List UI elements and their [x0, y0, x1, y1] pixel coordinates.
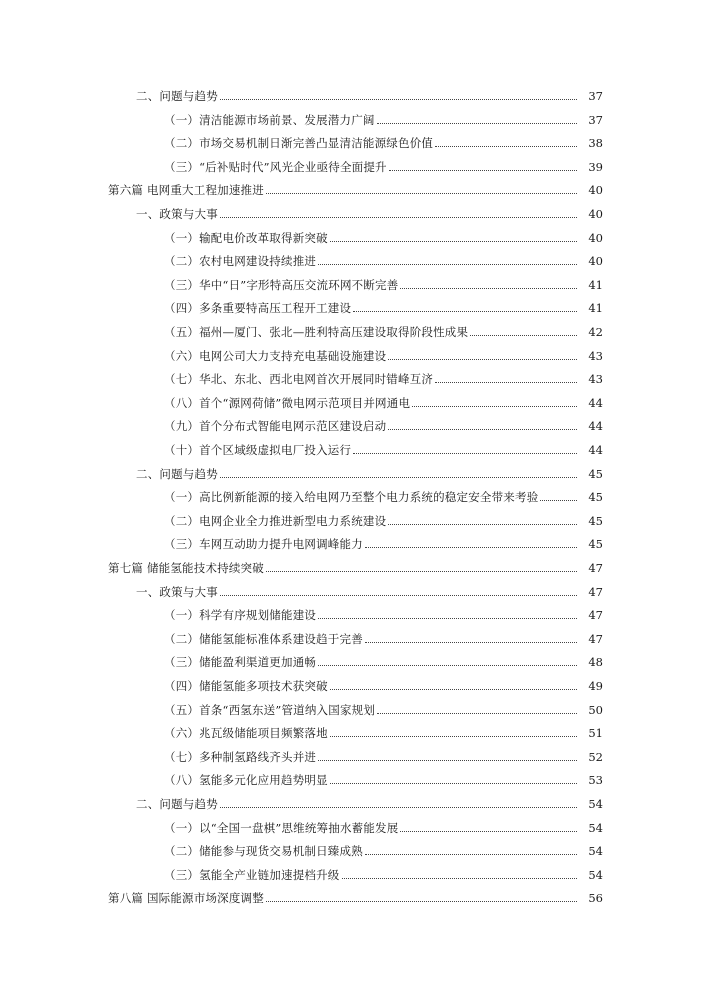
toc-entry-title: （五）首条“西氢东送”管道纳入国家规划: [164, 702, 376, 717]
dot-leader: [412, 406, 577, 407]
dot-leader: [389, 170, 577, 171]
toc-entry-item[interactable]: [0, 439, 710, 457]
toc-entry-item[interactable]: [0, 510, 710, 528]
toc-entry-title: （二）储能氢能标准体系建设趋于完善: [164, 631, 363, 646]
toc-entry-title: （七）多种制氢路线齐头并进: [164, 749, 317, 764]
toc-entry-sec[interactable]: [0, 793, 710, 811]
toc-entry-page-number: 39: [588, 159, 603, 174]
toc-entry-item[interactable]: [0, 486, 710, 504]
dot-leader: [388, 429, 577, 430]
toc-entry-page-number: 52: [588, 749, 603, 764]
toc-entry-page-number: 40: [588, 230, 603, 245]
dot-leader: [318, 618, 577, 619]
toc-entry-page-number: 47: [588, 608, 603, 623]
dot-leader: [220, 807, 577, 808]
dot-leader: [540, 500, 577, 501]
toc-entry-page-number: 53: [588, 773, 603, 788]
dot-leader: [220, 99, 577, 100]
dot-leader: [377, 123, 577, 124]
toc-entry-item[interactable]: [0, 132, 710, 150]
toc-entry-title: （七）华北、东北、西北电网首次开展同时错峰互济: [164, 372, 434, 387]
dot-leader: [318, 264, 577, 265]
toc-entry-item[interactable]: [0, 368, 710, 386]
dot-leader: [377, 713, 577, 714]
dot-leader: [318, 760, 577, 761]
toc-entry-item[interactable]: [0, 156, 710, 174]
dot-leader: [330, 736, 577, 737]
toc-entry-title: （三）车网互动助力提升电网调峰能力: [164, 537, 363, 552]
toc-entry-item[interactable]: [0, 699, 710, 717]
toc-entry-item[interactable]: [0, 227, 710, 245]
toc-entry-page-number: 44: [588, 419, 603, 434]
toc-entry-title: 一、政策与大事: [136, 207, 218, 221]
toc-entry-item[interactable]: [0, 817, 710, 835]
toc-entry-page-number: 49: [588, 679, 603, 693]
dot-leader: [400, 831, 577, 832]
toc-entry-item[interactable]: [0, 297, 710, 315]
toc-entry-page-number: 41: [588, 301, 603, 316]
toc-entry-item[interactable]: [0, 722, 710, 740]
dot-leader: [266, 901, 577, 902]
toc-entry-title: （三）氢能全产业链加速提档升级: [164, 867, 340, 882]
toc-entry-part[interactable]: [0, 887, 710, 905]
toc-entry-page-number: 54: [588, 844, 603, 859]
toc-entry-item[interactable]: [0, 746, 710, 764]
toc-entry-page-number: 47: [588, 584, 603, 599]
toc-entry-page-number: 54: [588, 820, 603, 835]
toc-entry-title: （三）华中“日”字形特高压交流环网不断完善: [164, 277, 399, 292]
dot-leader: [435, 146, 577, 147]
toc-entry-page-number: 42: [588, 325, 603, 339]
toc-entry-page-number: 47: [588, 561, 603, 575]
toc-entry-sec[interactable]: [0, 581, 710, 599]
toc-entry-title: （五）福州—厦门、张北—胜利特高压建设取得阶段性成果: [164, 325, 469, 339]
toc-entry-title: （一）高比例新能源的接入给电网乃至整个电力系统的稳定安全带来考验: [164, 490, 539, 505]
toc-entry-item[interactable]: [0, 628, 710, 646]
toc-entry-page-number: 44: [588, 443, 603, 457]
toc-entry-title: （六）兆瓦级储能项目频繁落地: [164, 726, 328, 741]
toc-entry-page-number: 40: [588, 207, 603, 221]
dot-leader: [220, 595, 577, 596]
toc-entry-page-number: 45: [588, 513, 603, 528]
toc-entry-page-number: 54: [588, 867, 603, 882]
toc-entry-item[interactable]: [0, 274, 710, 292]
toc-entry-title: （一）输配电价改革取得新突破: [164, 230, 328, 245]
toc-entry-title: （一）以“全国一盘棋”思维统筹抽水蓄能发展: [164, 820, 399, 835]
toc-entry-title: （九）首个分布式智能电网示范区建设启动: [164, 419, 387, 434]
toc-entry-item[interactable]: [0, 392, 710, 410]
toc-entry-item[interactable]: [0, 769, 710, 787]
toc-entry-page-number: 51: [588, 726, 603, 741]
toc-entry-title: （六）电网公司大力支持充电基础设施建设: [164, 348, 387, 363]
toc-entry-page-number: 40: [588, 254, 603, 269]
toc-entry-title: （十）首个区域级虚拟电厂投入运行: [164, 443, 352, 457]
dot-leader: [400, 288, 577, 289]
dot-leader: [266, 193, 577, 194]
toc-entry-item[interactable]: [0, 321, 710, 339]
toc-entry-title: 一、政策与大事: [136, 584, 218, 599]
toc-entry-page-number: 40: [588, 183, 603, 198]
toc-entry-item[interactable]: [0, 250, 710, 268]
toc-entry-title: （四）多条重要特高压工程开工建设: [164, 301, 352, 316]
toc-entry-title: （二）农村电网建设持续推进: [164, 254, 317, 269]
dot-leader: [330, 783, 577, 784]
toc-entry-title: （八）氢能多元化应用趋势明显: [164, 773, 328, 788]
toc-entry-title: （三）储能盈利渠道更加通畅: [164, 655, 317, 670]
dot-leader: [342, 878, 578, 879]
dot-leader: [388, 359, 577, 360]
toc-entry-page-number: 43: [588, 372, 603, 387]
dot-leader: [470, 335, 577, 336]
toc-entry-item[interactable]: [0, 840, 710, 858]
toc-entry-title: （一）清洁能源市场前景、发展潜力广阔: [164, 112, 375, 127]
toc-entry-page-number: 37: [588, 112, 603, 127]
toc-entry-page-number: 41: [588, 277, 603, 292]
toc-entry-sec[interactable]: [0, 85, 710, 103]
toc-entry-title: （四）储能氢能多项技术获突破: [164, 679, 328, 693]
toc-entry-page-number: 45: [588, 490, 603, 505]
toc-entry-title: 二、问题与趋势: [136, 466, 218, 481]
toc-entry-item[interactable]: [0, 864, 710, 882]
toc-entry-page-number: 45: [588, 466, 603, 481]
toc-entry-title: 第八篇 国际能源市场深度调整: [108, 891, 264, 906]
toc-entry-title: （八）首个“源网荷储”微电网示范项目并网通电: [164, 395, 411, 410]
toc-entry-page-number: 56: [588, 891, 603, 906]
toc-entry-title: （一）科学有序规划储能建设: [164, 608, 317, 623]
toc-entry-title: 第六篇 电网重大工程加速推进: [108, 183, 264, 198]
toc-entry-page-number: 45: [588, 537, 603, 552]
toc-entry-title: 二、问题与趋势: [136, 797, 218, 811]
toc-entry-item[interactable]: [0, 345, 710, 363]
toc-entry-page-number: 54: [588, 797, 603, 811]
toc-entry-item[interactable]: [0, 415, 710, 433]
dot-leader: [365, 642, 577, 643]
toc-entry-item[interactable]: [0, 109, 710, 127]
toc-entry-title: 二、问题与趋势: [136, 89, 218, 103]
toc-entry-page-number: 48: [588, 655, 603, 670]
dot-leader: [353, 311, 577, 312]
toc-entry-title: （二）市场交易机制日渐完善凸显清洁能源绿色价值: [164, 136, 434, 151]
dot-leader: [388, 524, 577, 525]
toc-entry-sec[interactable]: [0, 463, 710, 481]
toc-entry-page-number: 37: [588, 89, 603, 103]
toc-entry-item[interactable]: [0, 651, 710, 669]
toc-entry-title: （二）电网企业全力推进新型电力系统建设: [164, 513, 387, 528]
dot-leader: [365, 547, 577, 548]
dot-leader: [435, 382, 577, 383]
toc-entry-page-number: 50: [588, 702, 603, 717]
dot-leader: [330, 241, 577, 242]
toc-entry-part[interactable]: [0, 557, 710, 575]
toc-entry-item[interactable]: [0, 675, 710, 693]
toc-entry-page-number: 44: [588, 395, 603, 410]
dot-leader: [318, 665, 577, 666]
toc-entry-item[interactable]: [0, 604, 710, 622]
toc-entry-title: 第七篇 储能氢能技术持续突破: [108, 561, 264, 575]
dot-leader: [220, 477, 577, 478]
dot-leader: [330, 689, 577, 690]
toc-entry-sec[interactable]: [0, 203, 710, 221]
toc-entry-part[interactable]: [0, 179, 710, 197]
dot-leader: [220, 217, 577, 218]
toc-entry-page-number: 47: [588, 631, 603, 646]
toc-entry-item[interactable]: [0, 533, 710, 551]
dot-leader: [353, 453, 577, 454]
dot-leader: [266, 571, 577, 572]
dot-leader: [365, 854, 577, 855]
toc-entry-page-number: 43: [588, 348, 603, 363]
toc-entry-page-number: 38: [588, 136, 603, 151]
toc-entry-title: （三）“后补贴时代”风光企业亟待全面提升: [164, 159, 387, 174]
toc-entry-title: （二）储能参与现货交易机制日臻成熟: [164, 844, 363, 859]
